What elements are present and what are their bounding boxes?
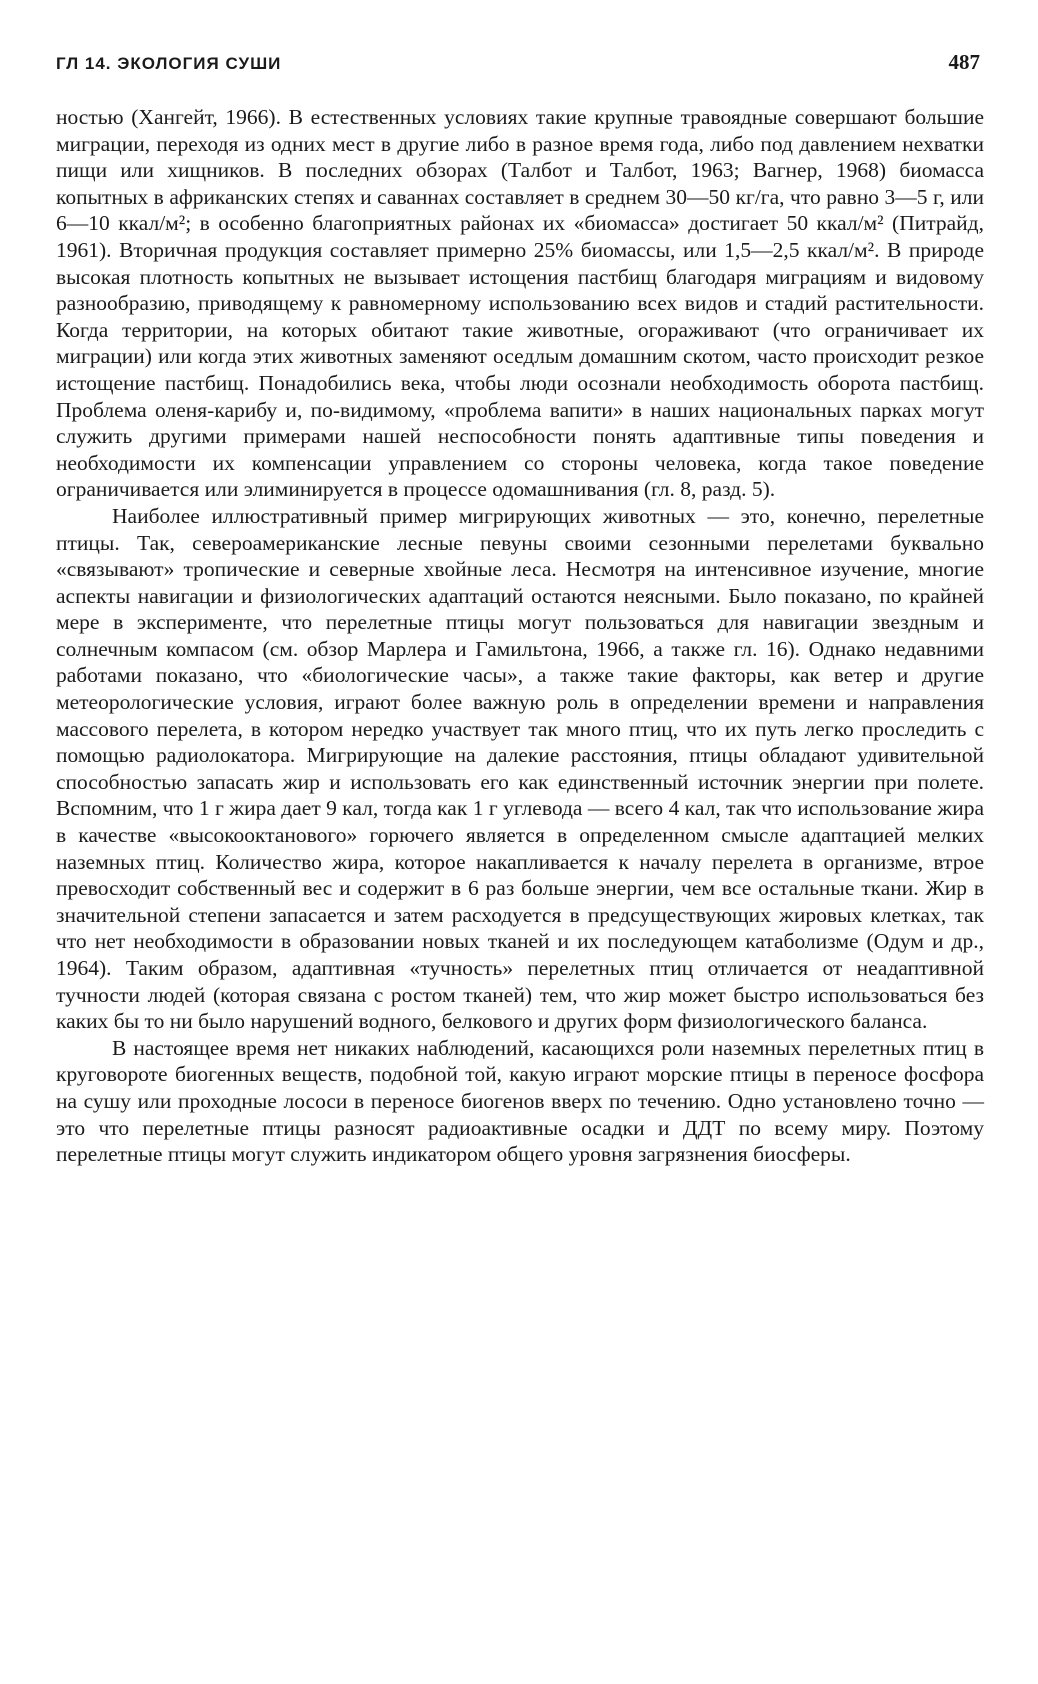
running-head — [56, 50, 984, 80]
paragraph-migratory-birds: Наиболее иллюстративный пример мигрирующих животных — это, конечно, перелетные птицы. Так, североамериканские лесные певуны своими сезонными перелетами буквально «связывают» тропические и северные хвойные леса. Несмотря на интенсивное изучение, многие аспекты навигации и физиологических адаптаций остаются неясными. Было показано, по крайней мере в эксперименте, что перелетные птицы могут пользоваться для навигации звездным и солнечным компасом (см. обзор Марлера и Гамильтона, 1966, а также гл. 16). Однако недавними работами показано, что «биологические часы», а также такие факторы, как ветер и другие метеорологические условия, играют более важную роль в определении времени и направления массового перелета, в котором нередко участвует так много птиц, что их путь легко проследить с помощью радиолокатора. Мигрирующие на далекие расстояния, птицы обладают удивительной способностью запасать жир и использовать его как единственный источник энергии при полете. Вспомним, что 1 г жира дает 9 кал, тогда как 1 г углевода — всего 4 кал, так что использование жира в качестве «высокооктанового» горючего является в определенном смысле адаптацией мелких наземных птиц. Количество жира, которое накапливается к началу перелета в организме, втрое превосходит собственный вес и содержит в 6 раз больше энергии, чем все остальные ткани. Жир в значительной степени запасается и затем расходуется в предсуществующих жировых клетках, так что нет необходимости в образовании новых тканей и их последующем катаболизме (Одум и др., 1964). Таким образом, адаптивная «тучность» перелетных птиц отличается от неадаптивной тучности людей (которая связана с ростом тканей) тем, что жир может быстро использоваться без каких бы то ни было нарушений водного, белкового и других форм физиологического баланса. — [56, 503, 984, 1034]
paragraph-continuation: ностью (Хангейт, 1966). В естественных условиях такие крупные травоядные совершают большие миграции, переходя из одних мест в другие либо в разное время года, либо под давлением нехватки пищи или хищников. В последних обзорах (Талбот и Талбот, 1963; Вагнер, 1968) биомасса копытных в африканских степях и саваннах составляет в среднем 30—50 кг/га, что равно 3—5 г, или 6—10 ккал/м²; в особенно благоприятных районах их «биомасса» достигает 50 ккал/м² (Питрайд, 1961). Вторичная продукция составляет примерно 25% биомассы, или 1,5—2,5 ккал/м². В природе высокая плотность копытных не вызывает истощения пастбищ благодаря миграциям и видовому разнообразию, приводящему к равномерному использованию всех видов и стадий растительности. Когда территории, на которых обитают такие животные, огораживают (что ограничивает их миграции) или когда этих животных заменяют оседлым домашним скотом, часто происходит резкое истощение пастбищ. Понадобились века, чтобы люди осознали необходимость оборота пастбищ. Проблема оленя-карибу и, по-видимому, «проблема вапити» в наших национальных парках могут служить другими примерами нашей неспособности понять адаптивные типы поведения и необходимости их компенсации управлением со стороны человека, когда такое поведение ограничивается или элиминируется в процессе одомашнивания (гл. 8, разд. 5). — [56, 105, 984, 502]
paragraph-nutrient-cycling: В настоящее время нет никаких наблюдений, касающихся роли наземных перелетных птиц в круговороте биогенных веществ, подобной той, какую играют морские птицы в переносе фосфора на сушу или проходные лососи в переносе биогенов вверх по течению. Одно установлено точно — это что перелетные птицы разносят радиоактивные осадки и ДДТ по всему миру. Поэтому перелетные птицы могут служить индикатором общего уровня загрязнения биосферы. — [56, 1035, 984, 1167]
chapter-running-title: ГЛ 14. ЭКОЛОГИЯ СУШИ — [56, 54, 282, 73]
book-page — [56, 50, 984, 1168]
page-number: 487 — [948, 50, 980, 74]
body-text — [56, 104, 984, 1168]
